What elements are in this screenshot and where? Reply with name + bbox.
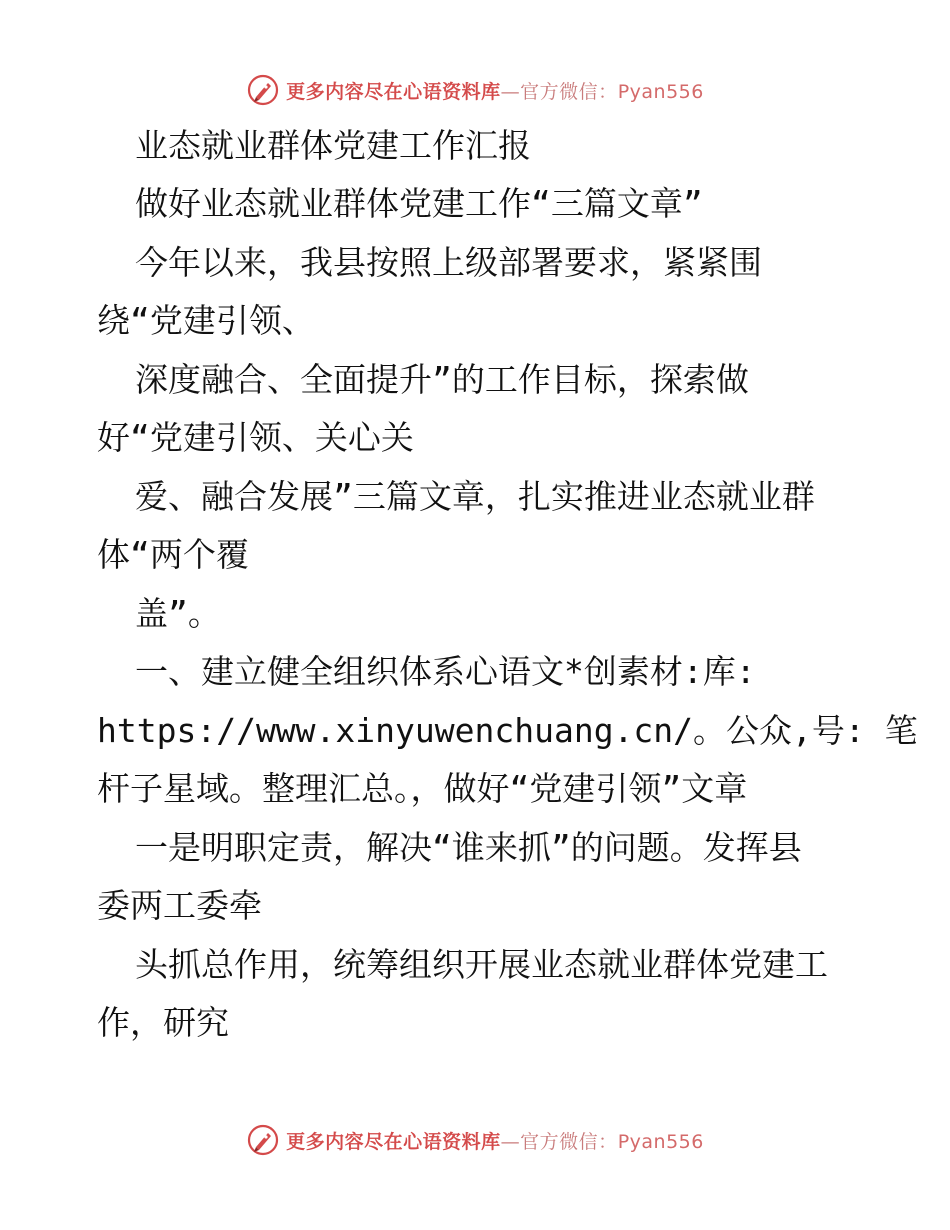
watermark-text — [286, 77, 704, 104]
watermark-tail: 官方微信： — [520, 80, 618, 103]
pen-stamp-icon — [246, 73, 280, 107]
doc-line: 一是明职定责，解决“谁来抓”的问题。发挥县 — [135, 828, 802, 867]
watermark-tail: 官方微信： — [520, 1130, 618, 1153]
doc-subtitle: 做好业态就业群体党建工作“三篇文章” — [135, 184, 703, 223]
doc-line: 杆子星域。整理汇总。，做好“党建引领”文章 — [97, 769, 748, 808]
doc-line: 体“两个覆 — [97, 535, 249, 574]
doc-line: 头抓总作用，统筹组织开展业态就业群体党建工 — [135, 945, 828, 984]
doc-line: 绕“党建引领、 — [97, 301, 315, 340]
doc-line: 作，研究 — [97, 1003, 229, 1042]
doc-line: 爱、融合发展”三篇文章，扎实推进业态就业群 — [135, 477, 815, 516]
header-watermark — [0, 70, 950, 110]
doc-title: 业态就业群体党建工作汇报 — [135, 126, 531, 165]
watermark-separator: — — [500, 80, 521, 103]
watermark-text — [286, 1127, 704, 1154]
doc-line: 盖”。 — [135, 594, 221, 633]
watermark-wechat-id: Pyan556 — [617, 1130, 704, 1153]
doc-line: 深度融合、全面提升”的工作目标，探索做 — [135, 360, 749, 399]
watermark-wechat-id: Pyan556 — [617, 80, 704, 103]
footer-watermark — [0, 1120, 950, 1160]
watermark-separator: — — [500, 1130, 521, 1153]
doc-line: 委两工委牵 — [97, 886, 262, 925]
doc-line: 今年以来，我县按照上级部署要求，紧紧围 — [135, 243, 762, 282]
doc-section-heading: 一、建立健全组织体系心语文*创素材:库: — [135, 652, 756, 691]
watermark-main: 更多内容尽在心语资料库 — [286, 80, 501, 103]
watermark-main: 更多内容尽在心语资料库 — [286, 1130, 501, 1153]
doc-line: https://www.xinyuwenchuang.cn/。公众,号: 笔 — [97, 711, 918, 750]
pen-stamp-icon — [246, 1123, 280, 1157]
doc-line: 好“党建引领、关心关 — [97, 418, 414, 457]
